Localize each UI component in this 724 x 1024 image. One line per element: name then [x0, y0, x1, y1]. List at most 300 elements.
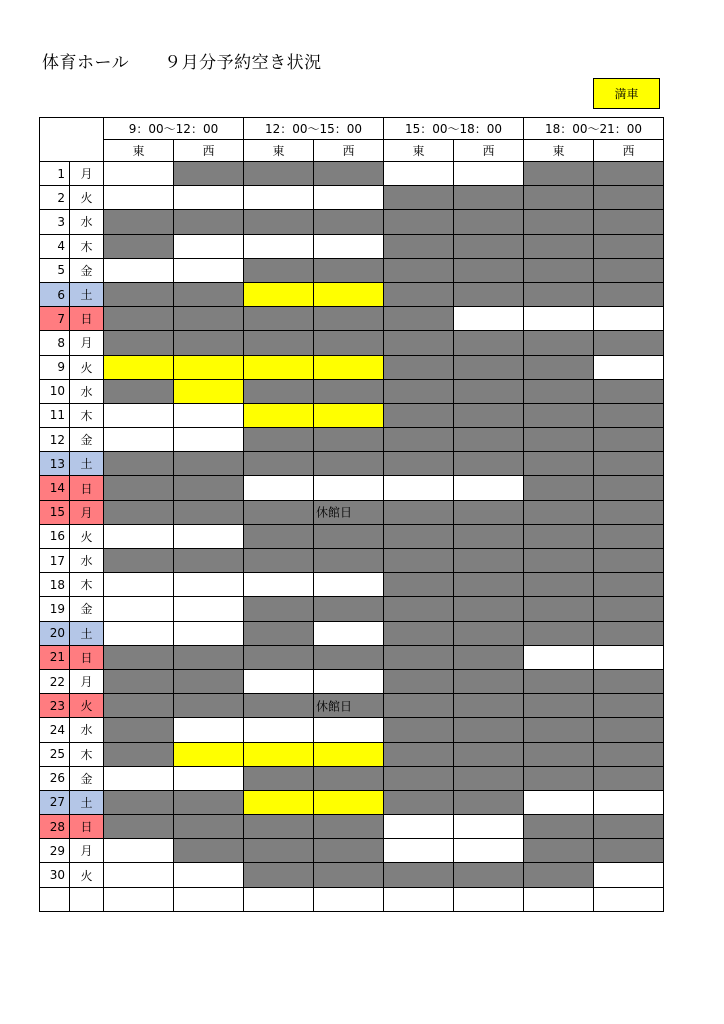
- slot-cell-booked: [594, 234, 664, 258]
- slot-cell-booked: [594, 258, 664, 282]
- slot-cell-booked: [594, 162, 664, 186]
- slot-cell-booked: [454, 379, 524, 403]
- day-number: 19: [40, 597, 70, 621]
- slot-cell-booked: [174, 307, 244, 331]
- slot-cell-open: [454, 162, 524, 186]
- day-number: 28: [40, 815, 70, 839]
- slot-cell-booked: [314, 524, 384, 548]
- slot-cell-booked: [594, 379, 664, 403]
- slot-cell-booked: [454, 573, 524, 597]
- day-number: 5: [40, 258, 70, 282]
- side-header-east: 東: [524, 140, 594, 162]
- slot-cell-full: [174, 355, 244, 379]
- slot-cell-booked: [384, 742, 454, 766]
- legend-full: 満車: [593, 78, 660, 109]
- slot-cell-booked: [384, 500, 454, 524]
- slot-cell-open: [594, 863, 664, 887]
- slot-cell-open: [104, 186, 174, 210]
- slot-cell-open: [314, 669, 384, 693]
- slot-cell-booked: [594, 597, 664, 621]
- slot-cell-open: [174, 597, 244, 621]
- day-number: 26: [40, 766, 70, 790]
- slot-cell-booked: [174, 282, 244, 306]
- slot-cell-booked: [314, 839, 384, 863]
- slot-cell-booked: [384, 258, 454, 282]
- slot-cell-booked: [384, 718, 454, 742]
- slot-cell-booked: [454, 863, 524, 887]
- slot-cell-full: [174, 379, 244, 403]
- slot-cell-booked: [104, 718, 174, 742]
- time-slot-header-row: [40, 118, 664, 140]
- slot-cell-booked: [524, 379, 594, 403]
- slot-cell-open: [454, 307, 524, 331]
- slot-cell-booked: [244, 645, 314, 669]
- slot-cell-booked: [524, 500, 594, 524]
- slot-cell-booked: [454, 331, 524, 355]
- day-number: 15: [40, 500, 70, 524]
- day-row: [40, 524, 664, 548]
- slot-cell-open: [174, 573, 244, 597]
- slot-cell-full: [314, 282, 384, 306]
- slot-cell-booked: [314, 210, 384, 234]
- slot-cell-booked: [174, 645, 244, 669]
- slot-cell-booked: [594, 186, 664, 210]
- slot-cell-open: [174, 186, 244, 210]
- slot-cell-booked: [454, 210, 524, 234]
- slot-cell-booked: [594, 815, 664, 839]
- slot-cell-booked: [594, 500, 664, 524]
- time-slot-header: 18：00～21：00: [524, 118, 664, 140]
- slot-cell-full: [314, 742, 384, 766]
- slot-cell-booked: [594, 210, 664, 234]
- slot-cell-booked: [524, 452, 594, 476]
- slot-cell-open: [314, 234, 384, 258]
- slot-cell-full: [314, 403, 384, 427]
- slot-cell-booked: [104, 476, 174, 500]
- day-row: [40, 258, 664, 282]
- weekday: 月: [70, 331, 104, 355]
- weekday: 月: [70, 839, 104, 863]
- slot-cell-booked: [104, 282, 174, 306]
- slot-cell-booked: [594, 476, 664, 500]
- side-header-row: [40, 140, 664, 162]
- slot-cell-open: [314, 887, 384, 911]
- slot-cell-booked: [454, 234, 524, 258]
- time-slot-header: 12：00～15：00: [244, 118, 384, 140]
- slot-cell-booked: [594, 282, 664, 306]
- weekday: 木: [70, 573, 104, 597]
- slot-cell-booked: [524, 815, 594, 839]
- slot-cell-booked: [384, 307, 454, 331]
- slot-cell-booked: [594, 331, 664, 355]
- day-row: [40, 282, 664, 306]
- slot-cell-open: [384, 815, 454, 839]
- day-number: 9: [40, 355, 70, 379]
- slot-cell-open: [104, 258, 174, 282]
- slot-cell-booked: [384, 621, 454, 645]
- slot-cell-open: [594, 887, 664, 911]
- slot-cell-booked: [384, 597, 454, 621]
- day-number: 6: [40, 282, 70, 306]
- slot-cell-booked: [524, 162, 594, 186]
- day-number: 13: [40, 452, 70, 476]
- slot-cell-booked: [454, 669, 524, 693]
- slot-cell-booked: [384, 452, 454, 476]
- day-row: [40, 403, 664, 427]
- slot-cell-booked: [454, 766, 524, 790]
- weekday: 月: [70, 500, 104, 524]
- day-row: [40, 476, 664, 500]
- slot-cell-booked: [454, 645, 524, 669]
- side-header-east: 東: [104, 140, 174, 162]
- slot-cell-booked: [244, 331, 314, 355]
- weekday: 日: [70, 307, 104, 331]
- slot-cell-booked: [524, 234, 594, 258]
- slot-cell-booked: [454, 258, 524, 282]
- day-row: [40, 307, 664, 331]
- slot-cell-booked: [384, 282, 454, 306]
- slot-cell-booked: [244, 863, 314, 887]
- slot-cell-booked: [454, 452, 524, 476]
- day-number: 2: [40, 186, 70, 210]
- day-row: [40, 355, 664, 379]
- slot-cell-open: [104, 428, 174, 452]
- slot-cell-booked: [104, 379, 174, 403]
- slot-cell-open: [174, 887, 244, 911]
- slot-cell-booked: [174, 331, 244, 355]
- slot-cell-booked: [314, 766, 384, 790]
- slot-cell-booked: [524, 718, 594, 742]
- day-row: [40, 669, 664, 693]
- slot-cell-booked: [594, 403, 664, 427]
- weekday: 日: [70, 645, 104, 669]
- slot-cell-open: [104, 597, 174, 621]
- slot-cell-booked: [314, 815, 384, 839]
- day-number: 23: [40, 694, 70, 718]
- slot-cell-booked: [244, 258, 314, 282]
- slot-cell-booked: [454, 742, 524, 766]
- slot-cell-booked: [314, 162, 384, 186]
- slot-cell-open: [104, 403, 174, 427]
- slot-cell-booked: [174, 839, 244, 863]
- day-number: 7: [40, 307, 70, 331]
- day-number: 24: [40, 718, 70, 742]
- day-row: [40, 452, 664, 476]
- slot-cell-open: [594, 645, 664, 669]
- slot-cell-full: [244, 282, 314, 306]
- slot-cell-booked: [314, 645, 384, 669]
- slot-cell-booked: [244, 379, 314, 403]
- slot-cell-open: [244, 186, 314, 210]
- slot-cell-open: [384, 839, 454, 863]
- slot-cell-booked: [524, 524, 594, 548]
- weekday: 水: [70, 549, 104, 573]
- slot-cell-booked: [384, 210, 454, 234]
- day-number: 20: [40, 621, 70, 645]
- day-row: [40, 645, 664, 669]
- slot-cell-full: [244, 355, 314, 379]
- slot-cell-booked: [594, 524, 664, 548]
- slot-cell-booked: [594, 549, 664, 573]
- slot-cell-booked: [524, 669, 594, 693]
- slot-cell-booked: [244, 452, 314, 476]
- weekday: 金: [70, 766, 104, 790]
- slot-cell-booked: [594, 766, 664, 790]
- slot-cell-open: [104, 839, 174, 863]
- slot-cell-booked: [174, 162, 244, 186]
- slot-cell-open: [314, 718, 384, 742]
- slot-cell-booked: [594, 742, 664, 766]
- day-number: 16: [40, 524, 70, 548]
- slot-cell-open: [174, 863, 244, 887]
- slot-cell-booked: [384, 549, 454, 573]
- slot-cell-open: [104, 162, 174, 186]
- slot-cell-booked: [314, 307, 384, 331]
- slot-cell-booked: [384, 694, 454, 718]
- slot-cell-booked: [524, 573, 594, 597]
- slot-cell-booked: [104, 669, 174, 693]
- slot-cell-booked: [314, 694, 384, 718]
- slot-cell-booked: [244, 428, 314, 452]
- day-row: [40, 500, 664, 524]
- slot-cell-open: [314, 476, 384, 500]
- slot-cell-booked: [384, 186, 454, 210]
- slot-cell-booked: [104, 331, 174, 355]
- slot-cell-open: [104, 863, 174, 887]
- side-header-west: 西: [174, 140, 244, 162]
- slot-cell-open: [314, 621, 384, 645]
- slot-cell-open: [104, 524, 174, 548]
- slot-cell-booked: [524, 694, 594, 718]
- day-row: [40, 573, 664, 597]
- day-number: 10: [40, 379, 70, 403]
- slot-cell-booked: [594, 669, 664, 693]
- day-number: 27: [40, 790, 70, 814]
- weekday: 金: [70, 597, 104, 621]
- slot-cell-booked: [384, 766, 454, 790]
- slot-cell-booked: [594, 718, 664, 742]
- slot-cell-open: [244, 234, 314, 258]
- weekday: 火: [70, 186, 104, 210]
- slot-cell-booked: [454, 694, 524, 718]
- slot-cell-booked: [174, 476, 244, 500]
- slot-cell-booked: [524, 597, 594, 621]
- slot-cell-open: [174, 403, 244, 427]
- slot-cell-booked: [384, 355, 454, 379]
- slot-cell-booked: [174, 210, 244, 234]
- day-row: [40, 428, 664, 452]
- slot-cell-open: [524, 887, 594, 911]
- slot-cell-open: [174, 718, 244, 742]
- slot-cell-booked: [244, 597, 314, 621]
- day-row: [40, 815, 664, 839]
- slot-cell-open: [524, 645, 594, 669]
- slot-cell-booked: [524, 186, 594, 210]
- slot-cell-booked: [174, 500, 244, 524]
- slot-cell-booked: [104, 549, 174, 573]
- page-title: 体育ホール ９月分予約空き状況: [42, 53, 322, 73]
- slot-cell-booked: [104, 645, 174, 669]
- slot-cell-open: [524, 790, 594, 814]
- slot-cell-open: [174, 258, 244, 282]
- day-number: 17: [40, 549, 70, 573]
- slot-cell-booked: [594, 694, 664, 718]
- slot-cell-booked: [244, 766, 314, 790]
- slot-cell-booked: [104, 307, 174, 331]
- weekday: 木: [70, 742, 104, 766]
- day-number: 8: [40, 331, 70, 355]
- slot-cell-open: [524, 307, 594, 331]
- day-row: [40, 549, 664, 573]
- slot-cell-booked: [454, 549, 524, 573]
- weekday: 金: [70, 258, 104, 282]
- slot-cell-booked: [594, 428, 664, 452]
- slot-cell-open: [314, 573, 384, 597]
- slot-cell-booked: [314, 331, 384, 355]
- slot-cell-booked: [314, 452, 384, 476]
- slot-cell-booked: [524, 476, 594, 500]
- slot-cell-full: [314, 790, 384, 814]
- day-row: [40, 694, 664, 718]
- slot-cell-booked: [454, 428, 524, 452]
- day-number: 1: [40, 162, 70, 186]
- weekday: 金: [70, 428, 104, 452]
- side-header-east: 東: [384, 140, 454, 162]
- slot-cell-open: [104, 887, 174, 911]
- slot-cell-booked: [594, 573, 664, 597]
- slot-cell-booked: [104, 234, 174, 258]
- slot-cell-booked: [384, 669, 454, 693]
- day-number: 22: [40, 669, 70, 693]
- slot-cell-booked: [244, 815, 314, 839]
- day-row: [40, 186, 664, 210]
- slot-cell-full: [244, 790, 314, 814]
- slot-cell-booked: [454, 790, 524, 814]
- slot-cell-booked: [594, 452, 664, 476]
- side-header-west: 西: [454, 140, 524, 162]
- slot-cell-booked: [524, 282, 594, 306]
- corner-cell: [40, 118, 104, 162]
- slot-cell-open: [104, 573, 174, 597]
- slot-cell-booked: [244, 162, 314, 186]
- slot-cell-booked: [384, 403, 454, 427]
- slot-cell-open: [594, 355, 664, 379]
- slot-cell-booked: [524, 839, 594, 863]
- day-number: 29: [40, 839, 70, 863]
- weekday: 水: [70, 379, 104, 403]
- slot-cell-open: [244, 718, 314, 742]
- day-row: [40, 742, 664, 766]
- slot-cell-booked: [454, 621, 524, 645]
- slot-cell-booked: [454, 718, 524, 742]
- slot-cell-booked: [524, 355, 594, 379]
- slot-cell-booked: [384, 428, 454, 452]
- day-row: [40, 210, 664, 234]
- slot-cell-open: [384, 162, 454, 186]
- day-row: [40, 863, 664, 887]
- slot-cell-open: [454, 476, 524, 500]
- day-row: [40, 621, 664, 645]
- weekday: 日: [70, 815, 104, 839]
- day-number: 4: [40, 234, 70, 258]
- slot-cell-booked: [524, 428, 594, 452]
- slot-cell-booked: [384, 573, 454, 597]
- slot-cell-booked: [244, 621, 314, 645]
- weekday: 土: [70, 452, 104, 476]
- closed-day-note: 休館日: [316, 505, 353, 520]
- weekday: 火: [70, 694, 104, 718]
- slot-cell-open: [314, 186, 384, 210]
- slot-cell-open: [384, 476, 454, 500]
- slot-cell-open: [454, 887, 524, 911]
- slot-cell-open: [594, 790, 664, 814]
- weekday: 木: [70, 403, 104, 427]
- slot-cell-booked: [524, 621, 594, 645]
- slot-cell-booked: [594, 621, 664, 645]
- slot-cell-booked: [454, 597, 524, 621]
- slot-cell-full: [314, 355, 384, 379]
- slot-cell-open: [594, 307, 664, 331]
- day-row: [40, 379, 664, 403]
- day-row: [40, 790, 664, 814]
- slot-cell-open: [174, 621, 244, 645]
- slot-cell-booked: [454, 500, 524, 524]
- availability-table: [39, 117, 664, 912]
- slot-cell-open: [104, 621, 174, 645]
- slot-cell-booked: [454, 524, 524, 548]
- slot-cell-open: [104, 766, 174, 790]
- day-row: [40, 766, 664, 790]
- day-row: [40, 887, 664, 911]
- slot-cell-booked: [104, 210, 174, 234]
- slot-cell-booked: [524, 331, 594, 355]
- day-number: 21: [40, 645, 70, 669]
- day-number: 11: [40, 403, 70, 427]
- time-slot-header: 15：00～18：00: [384, 118, 524, 140]
- slot-cell-booked: [314, 258, 384, 282]
- slot-cell-full: [244, 742, 314, 766]
- slot-cell-booked: [384, 863, 454, 887]
- day-number: 30: [40, 863, 70, 887]
- slot-cell-open: [244, 887, 314, 911]
- slot-cell-open: [244, 573, 314, 597]
- weekday: 火: [70, 863, 104, 887]
- slot-cell-booked: [174, 452, 244, 476]
- slot-cell-booked: [244, 307, 314, 331]
- side-header-west: 西: [594, 140, 664, 162]
- slot-cell-booked: [594, 839, 664, 863]
- weekday: 水: [70, 718, 104, 742]
- slot-cell-booked: [314, 428, 384, 452]
- slot-cell-full: [104, 355, 174, 379]
- weekday: 土: [70, 790, 104, 814]
- slot-cell-booked: [454, 355, 524, 379]
- day-number: 25: [40, 742, 70, 766]
- slot-cell-booked: [524, 742, 594, 766]
- weekday: 木: [70, 234, 104, 258]
- weekday: 土: [70, 282, 104, 306]
- slot-cell-open: [174, 428, 244, 452]
- time-slot-header: 9：00～12：00: [104, 118, 244, 140]
- slot-cell-full: [244, 403, 314, 427]
- slot-cell-booked: [104, 500, 174, 524]
- slot-cell-booked: [104, 815, 174, 839]
- day-number: 12: [40, 428, 70, 452]
- slot-cell-booked: [524, 403, 594, 427]
- day-row: [40, 597, 664, 621]
- slot-cell-booked: [524, 258, 594, 282]
- slot-cell-open: [174, 524, 244, 548]
